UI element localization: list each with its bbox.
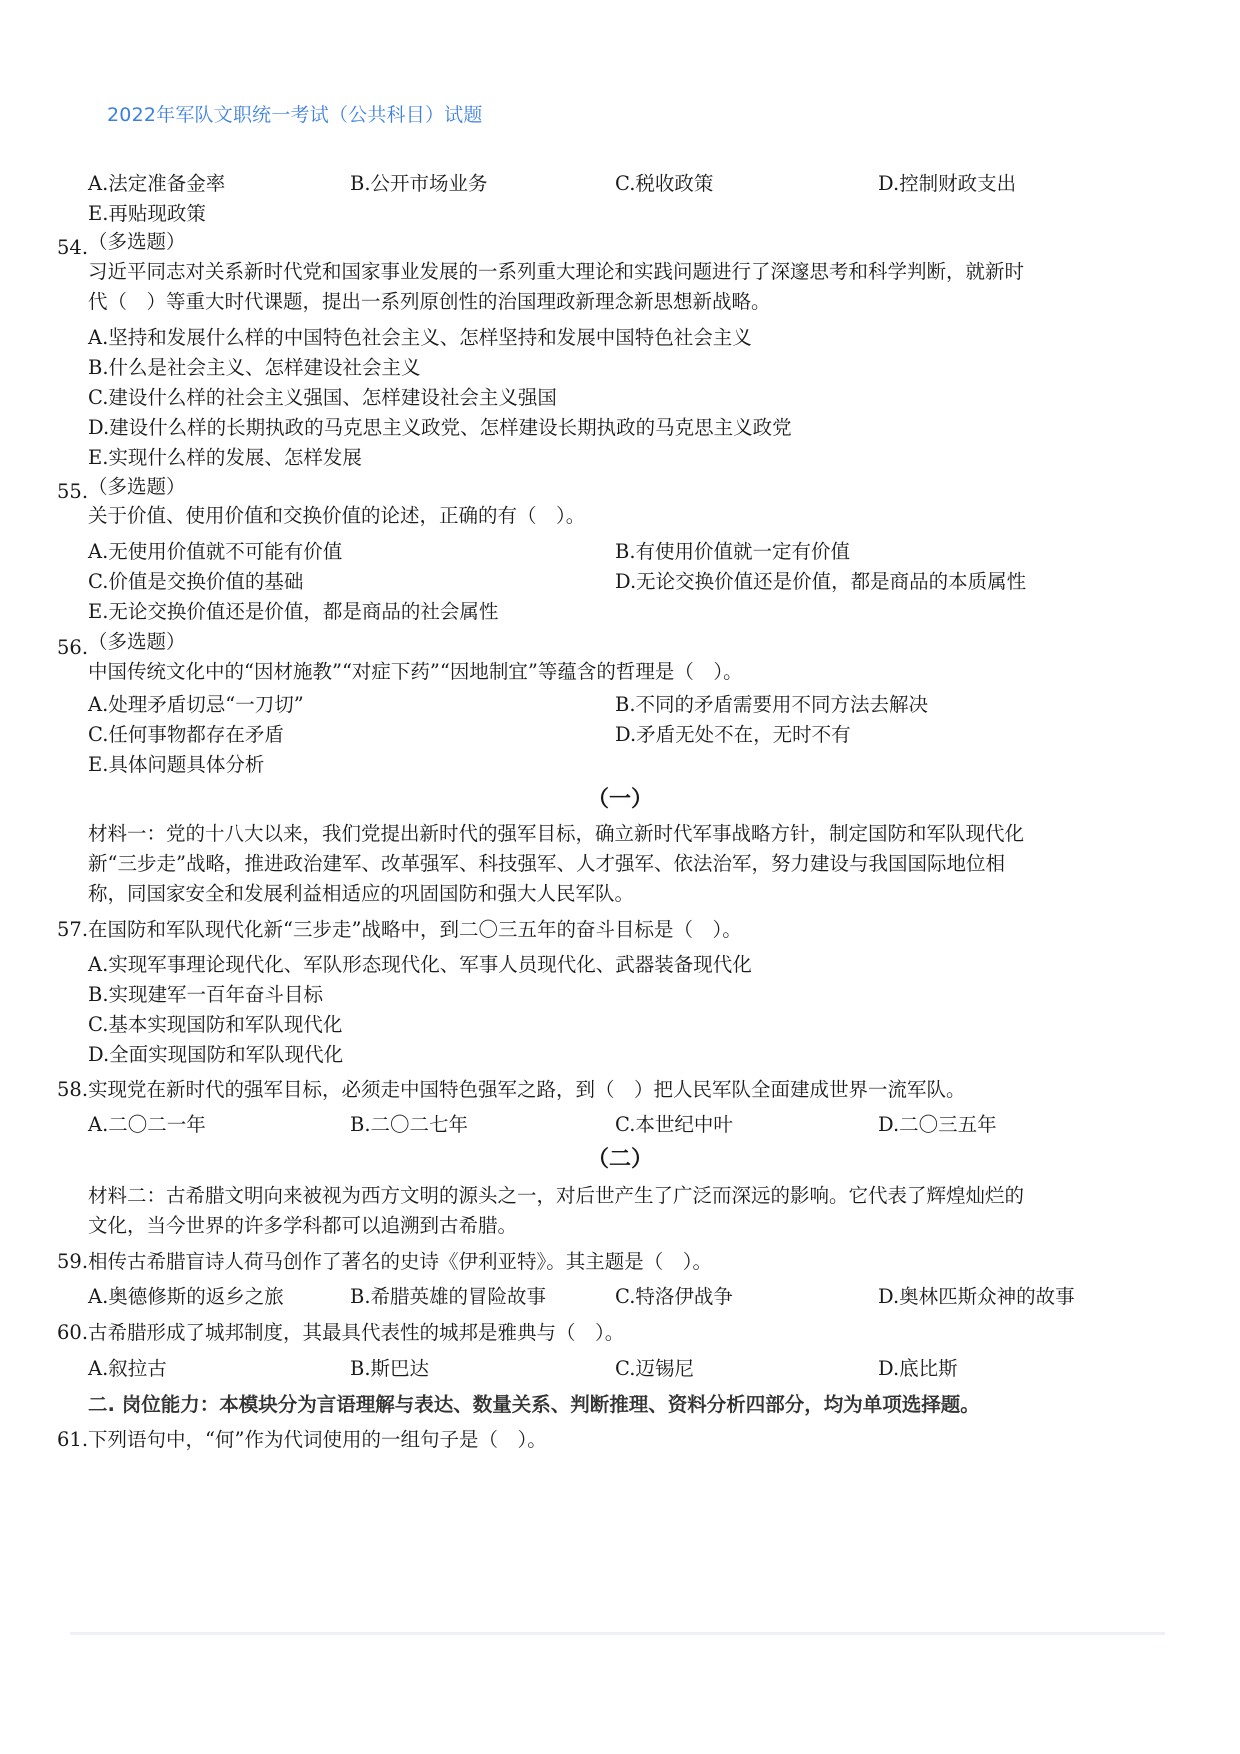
- option-c: C.基本实现国防和军队现代化: [88, 1013, 343, 1036]
- option-b: B.不同的矛盾需要用不同方法去解决: [615, 693, 929, 716]
- material-line1: 材料一：党的十八大以来，我们党提出新时代的强军目标，确立新时代军事战略方针，制定国防和军队现代化: [88, 822, 1025, 845]
- question-stem: 57.在国防和军队现代化新“三步走”战略中，到二〇三五年的奋斗目标是（ ）。: [57, 918, 742, 941]
- option-b: B.希腊英雄的冒险故事: [350, 1285, 547, 1308]
- page-header-title: 2022年军队文职统一考试（公共科目）试题: [107, 104, 483, 126]
- option-c: C.价值是交换价值的基础: [88, 570, 304, 593]
- option-c: C.建设什么样的社会主义强国、怎样建设社会主义强国: [88, 386, 557, 409]
- question-stem: 61.下列语句中，“何”作为代词使用的一组句子是（ ）。: [57, 1428, 547, 1451]
- option-b: B.实现建军一百年奋斗目标: [88, 983, 324, 1006]
- option-e: E.无论交换价值还是价值，都是商品的社会属性: [88, 600, 499, 623]
- question-type: （多选题）: [88, 230, 186, 253]
- option-a: A.处理矛盾切忌“一刀切”: [88, 693, 304, 716]
- question-number: 56.: [57, 636, 89, 659]
- option-c: C.税收政策: [615, 172, 714, 195]
- question-stem: 58.实现党在新时代的强军目标，必须走中国特色强军之路，到（ ）把人民军队全面建成世界一流军队。: [57, 1078, 966, 1101]
- question-stem: 关于价值、使用价值和交换价值的论述，正确的有（ ）。: [88, 504, 586, 527]
- page-divider: [70, 1632, 1165, 1635]
- option-c: C.迈锡尼: [615, 1357, 694, 1380]
- section-heading: （二）: [586, 1146, 653, 1172]
- option-d: D.建设什么样的长期执政的马克思主义政党、怎样建设长期执政的马克思主义政党: [88, 416, 792, 439]
- option-b: B.公开市场业务: [350, 172, 488, 195]
- option-a: A.二〇二一年: [88, 1113, 206, 1136]
- option-a: A.法定准备金率: [88, 172, 226, 195]
- option-c: C.本世纪中叶: [615, 1113, 733, 1136]
- question-number: 55.: [57, 480, 89, 503]
- option-a: A.无使用价值就不可能有价值: [88, 540, 343, 563]
- question-stem: 中国传统文化中的“因材施教”“对症下药”“因地制宜”等蕴含的哲理是（ ）。: [88, 660, 743, 683]
- question-type: （多选题）: [88, 630, 186, 653]
- section-heading: （一）: [586, 786, 653, 812]
- option-d: D.全面实现国防和军队现代化: [88, 1043, 344, 1066]
- question-number: 54.: [57, 236, 89, 259]
- option-d: D.控制财政支出: [878, 172, 1017, 195]
- option-b: B.有使用价值就一定有价值: [615, 540, 851, 563]
- material-line2: 文化，当今世界的许多学科都可以追溯到古希腊。: [88, 1214, 518, 1237]
- question-stem-line2: 代（ ）等重大时代课题，提出一系列原创性的治国理政新理念新思想新战略。: [88, 290, 771, 313]
- option-a: A.坚持和发展什么样的中国特色社会主义、怎样坚持和发展中国特色社会主义: [88, 326, 752, 349]
- option-b: B.二〇二七年: [350, 1113, 469, 1136]
- material-line2: 新“三步走”战略，推进政治建军、改革强军、科技强军、人才强军、依法治军，努力建设与我国国际地位相: [88, 852, 1005, 875]
- option-c: C.任何事物都存在矛盾: [88, 723, 284, 746]
- option-e: E.实现什么样的发展、怎样发展: [88, 446, 362, 469]
- question-stem: 59.相传古希腊盲诗人荷马创作了著名的史诗《伊利亚特》。其主题是（ ）。: [57, 1250, 713, 1273]
- option-d: D.矛盾无处不在，无时不有: [615, 723, 851, 746]
- option-c: C.特洛伊战争: [615, 1285, 733, 1308]
- option-b: B.斯巴达: [350, 1357, 430, 1380]
- option-a: A.叙拉古: [88, 1357, 167, 1380]
- option-d: D.二〇三五年: [878, 1113, 997, 1136]
- material-line1: 材料二：古希腊文明向来被视为西方文明的源头之一，对后世产生了广泛而深远的影响。它代表了辉煌灿烂的: [88, 1184, 1025, 1207]
- material-line3: 称，同国家安全和发展利益相适应的巩固国防和强大人民军队。: [88, 882, 635, 905]
- option-a: A.奥德修斯的返乡之旅: [88, 1285, 284, 1308]
- question-stem-line1: 习近平同志对关系新时代党和国家事业发展的一系列重大理论和实践问题进行了深邃思考和科学判断，就新时: [88, 260, 1025, 283]
- option-a: A.实现军事理论现代化、军队形态现代化、军事人员现代化、武器装备现代化: [88, 953, 752, 976]
- option-b: B.什么是社会主义、怎样建设社会主义: [88, 356, 421, 379]
- option-d: D.底比斯: [878, 1357, 958, 1380]
- option-e: E.具体问题具体分析: [88, 753, 265, 776]
- option-d: D.奥林匹斯众神的故事: [878, 1285, 1075, 1308]
- question-type: （多选题）: [88, 475, 186, 498]
- section-2-title: 二. 岗位能力：本模块分为言语理解与表达、数量关系、判断推理、资料分析四部分，均为单项选择题。: [88, 1393, 980, 1416]
- question-stem: 60.古希腊形成了城邦制度，其最具代表性的城邦是雅典与（ ）。: [57, 1321, 625, 1344]
- option-e: E.再贴现政策: [88, 202, 206, 225]
- option-d: D.无论交换价值还是价值，都是商品的本质属性: [615, 570, 1027, 593]
